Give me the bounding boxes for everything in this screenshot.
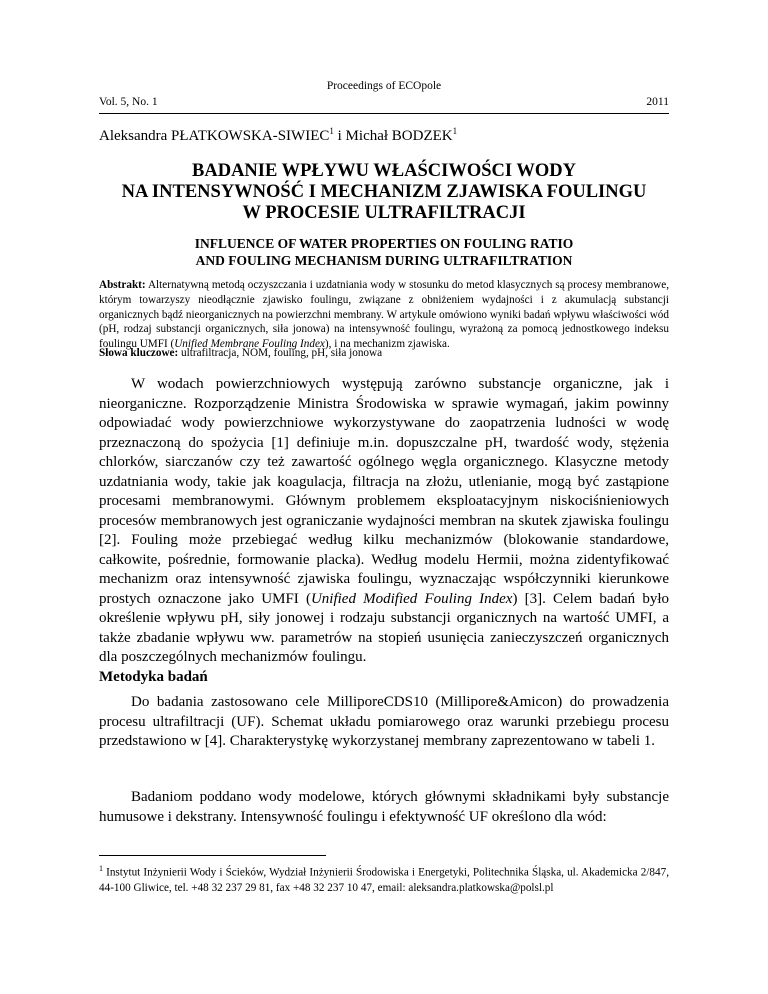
method-paragraph-2: Badaniom poddano wody modelowe, których głównymi składnikami były substancje humusowe i dekstrany. Intensywność foulingu i efektywność UF określono dla wód: — [99, 789, 669, 825]
author-2-affiliation-mark: 1 — [452, 126, 458, 136]
intro-text: W wodach powierzchniowych występują zarówno substancje organiczne, jak i nieorganiczne. Rozporządzenie Ministra Środowiska w sprawie wymagań, jakim powinny odpowiadać wody powierzchniowe wykorzystywane do zaopatrzenia ludności w wodę przeznaczoną do spożycia [1] definiuje m.in. dopuszczalne pH, twardość wody, stężenia chlorków, siarczanów czy też zawartość ogólnego węgla organicznego. Klasyczne metody uzdatniania wody, takie jak koagulacja, filtracja na złożu, utlenianie, mogą być zastąpione procesami membranowymi. Głównym problemem eksploatacyjnym niskociśnieniowych procesów membranowych jest ograniczanie wydajności membran na skutek zjawiska foulingu [2]. Fouling może przebiegać według kilku mechanizmów (blokowanie standardowe, całkowite, pośrednie, formowanie placka). Według modelu Hermii, można zidentyfikować mechanizm oraz intensywność zjawiska foulingu, wyznaczając współczynniki kierunkowe prostych oznaczone jako UMFI ( — [99, 376, 669, 607]
keywords-text: ultrafiltracja, NOM, fouling, pH, siła jonowa — [178, 347, 383, 359]
volume-number: Vol. 5, No. 1 — [99, 96, 158, 108]
title-polish-line: W PROCESIE ULTRAFILTRACJI — [242, 203, 526, 223]
section-heading: Metodyka badań — [99, 669, 208, 685]
method-paragraph-1: Do badania zastosowano cele MilliporeCDS10 (Millipore&Amicon) do prowadzenia procesu ultrafiltracji (UF). Schemat układu pomiarowego oraz warunki przebiegu procesu przedstawiono w [4]. Charakterystykę wykorzystanej membrany zaprezentowano w tabeli 1. — [99, 694, 669, 749]
journal-name: Proceedings of ECOpole — [326, 80, 442, 92]
header-rule — [99, 113, 669, 114]
footnote-mark: 1 — [99, 864, 103, 873]
author-2: i Michał BODZEK — [333, 128, 453, 144]
footnote — [99, 862, 669, 895]
abstract-italic-term: Unified Membrane Fouling Index — [174, 338, 325, 351]
abstract-text-end: ), i na mechanizm zjawiska. — [324, 338, 450, 351]
title-english — [99, 235, 669, 269]
author-1: Aleksandra PŁATKOWSKA-SIWIEC — [99, 128, 330, 144]
title-polish-line: NA INTENSYWNOŚĆ I MECHANIZM ZJAWISKA FOULINGU — [121, 182, 647, 202]
abstract — [99, 278, 669, 352]
keywords-label: Słowa kluczowe: — [99, 347, 179, 359]
author-line — [99, 126, 457, 145]
publication-year: 2011 — [646, 96, 669, 108]
title-english-line: INFLUENCE OF WATER PROPERTIES ON FOULING RATIO — [194, 236, 574, 251]
footnote-rule — [99, 855, 326, 856]
intro-italic-term: Unified Modified Fouling Index — [310, 590, 513, 607]
abstract-text: Alternatywną metodą oczyszczania i uzdatniania wody w stosunku do metod klasycznych są procesy membranowe, którym towarzyszy nieodłącznie zjawisko foulingu, związane z obniżeniem wydajności i z akumulacją substancji organicznych bądź nieorganicznych na powierzchni membrany. W artykule omówiono wyniki badań wpływu właściwości wód (pH, rodzaj substancji organicznych, siła jonowa) na intensywność foulingu, wyrażoną za pomocą jednostkowego indeksu foulingu UMFI ( — [99, 279, 669, 351]
title-english-line: AND FOULING MECHANISM DURING ULTRAFILTRATION — [195, 253, 573, 268]
footnote-text: Instytut Inżynierii Wody i Ścieków, Wydział Inżynierii Środowiska i Energetyki, Politechnika Śląska, ul. Akademicka 2/847, 44-100 Gliwice, tel. +48 32 237 29 81, fax +48 32 237 10 47, email: aleksandra.platkowska@polsl.pl — [99, 866, 669, 894]
title-polish-line: BADANIE WPŁYWU WŁAŚCIWOŚCI WODY — [192, 161, 576, 181]
intro-paragraph — [99, 375, 669, 668]
intro-text-end: ) [3]. Celem badań było określenie wpływu pH, siły jonowej i rodzaju substancji organicznych na wartość UMFI, a także zbadanie wpływu ww. parametrów na stopień usunięcia zanieczyszczeń organicznych dla poszczególnych mechanizmów foulingu. — [99, 590, 669, 665]
title-polish — [99, 161, 669, 224]
keywords — [99, 347, 669, 359]
abstract-label: Abstrakt: — [99, 279, 146, 291]
author-1-affiliation-mark: 1 — [329, 126, 334, 136]
